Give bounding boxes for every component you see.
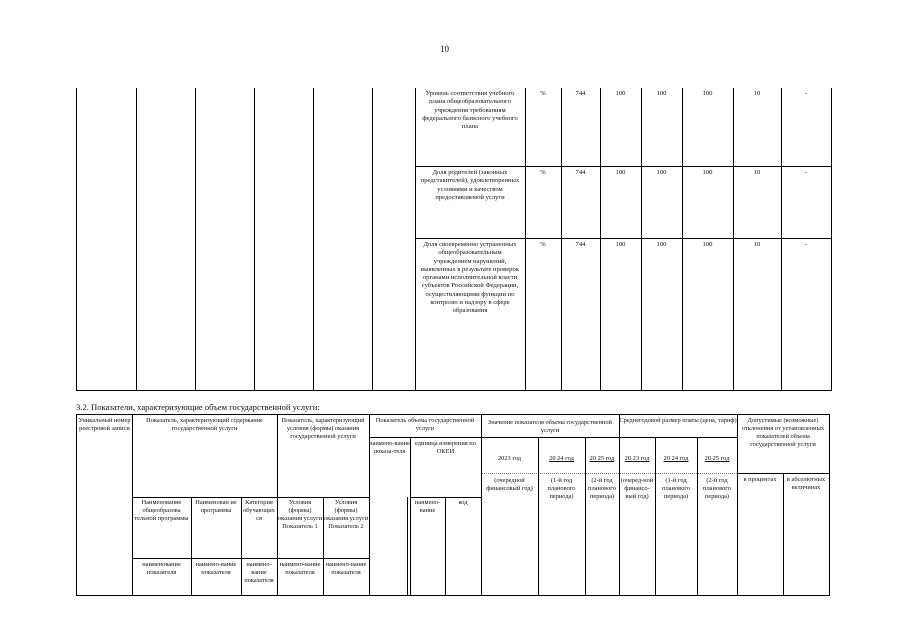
- volume-indicators-table: [76, 414, 830, 596]
- okei-code: 744: [575, 241, 586, 248]
- deviation-absolute: -: [804, 241, 808, 248]
- sub-edu-program: Наименование общеобразова тельной программы: [134, 499, 189, 522]
- year-2024: 20 24 год: [549, 455, 574, 462]
- col-allowed-deviation: Допустимые (возможные) отклонения от установленных показателей объема государственной услуги: [741, 417, 825, 448]
- fee-year-2024: 20 24 год: [663, 455, 689, 462]
- sub-program-name: Наименован ие программы: [195, 499, 237, 514]
- deviation-percent: 10: [753, 241, 761, 248]
- col-unit-name: наимено-вание: [414, 499, 441, 514]
- value-2024: 100: [656, 241, 667, 248]
- col-average-fee: Среднегодовой размер платы (цена, тариф): [619, 417, 737, 424]
- col-volume-value: Значение показателя объема государственной услуги: [488, 419, 612, 434]
- value-2024: 100: [656, 90, 667, 97]
- name-label: наимено-вание показателя: [279, 561, 321, 576]
- unit-name: %: [540, 241, 546, 248]
- indicator-name: Уровень соответствия учебного плана общеобразовательного учреждения требованиям федерального базисного учебного плана: [422, 90, 518, 131]
- fee-year-2025: 20 25 год: [704, 455, 730, 462]
- deviation-percent: 10: [753, 90, 761, 97]
- indicator-name: Доля своевременно устраненных общеобразовательным учреждением нарушений, выявленных в результате проверок органами исполнительной власти субъектов Российской Федерации, осуществляющими функции по контролю и надзору в сфере образования: [421, 241, 519, 315]
- col-service-content: Показатель, характеризующий содержание государственной услуги: [146, 417, 263, 432]
- indicator-name: Доля родителей (законных представителей), удовлетворенных условиями и качеством предоставляемой услуги: [420, 169, 520, 201]
- okei-code: 744: [575, 169, 586, 176]
- sub-condition-2: Условия (формы) оказания услуги Показатель 2: [323, 499, 369, 530]
- year-2023: 2023 год: [497, 455, 522, 462]
- col-volume-indicator: Показатель объема государственной услуги: [375, 417, 475, 432]
- fee-period-first: (1-й год планового периода): [662, 477, 690, 500]
- name-label: наимено-вание показателя: [244, 561, 274, 584]
- quality-indicators-table: [76, 88, 832, 391]
- value-2025: 100: [702, 241, 713, 248]
- col-volume-name: наимено-вание показа-теля: [369, 440, 410, 455]
- value-2024: 100: [656, 169, 667, 176]
- page-number: 10: [440, 44, 449, 54]
- okei-code: 744: [575, 90, 586, 97]
- section-title: 3.2. Показатели, характеризующие объем государственной услуги:: [76, 402, 320, 412]
- unit-name: %: [540, 169, 546, 176]
- fee-year-2023: 20 23 год: [624, 455, 650, 462]
- sub-condition-1: Условия (формы) оказания услуги Показатель 1: [277, 499, 323, 530]
- period-current: (очередной финансовый год): [486, 477, 533, 492]
- col-volume-unit: единица измерения по ОКЕИ: [415, 440, 476, 455]
- deviation-absolute-header: в абсолютных величинах: [786, 476, 826, 491]
- sub-student-category: Категория обучающих ся: [243, 499, 275, 522]
- period-first: (1-й год планового периода): [547, 477, 576, 500]
- value-2023: 100: [615, 90, 626, 97]
- name-label: наимено-вание показателя: [195, 561, 237, 576]
- name-label: наименование показателя: [142, 561, 181, 576]
- value-2023: 100: [615, 241, 626, 248]
- value-2025: 100: [702, 169, 713, 176]
- value-2023: 100: [615, 169, 626, 176]
- col-unit-code: код: [458, 499, 468, 506]
- col-registry-number: Уникальный номер реестровой записи: [78, 417, 131, 432]
- deviation-percent-header: в процентах: [743, 476, 777, 483]
- period-second: (2-й год планового периода): [588, 477, 616, 500]
- deviation-percent: 10: [753, 169, 761, 176]
- col-service-conditions: Показатель, характеризующий условия (формы) оказания государственной услуги: [281, 417, 365, 440]
- unit-name: %: [540, 90, 546, 97]
- deviation-absolute: -: [804, 90, 808, 97]
- name-label: наимено-вание показателя: [325, 561, 367, 576]
- year-2025: 20 25 год: [589, 455, 615, 462]
- value-2025: 100: [702, 90, 713, 97]
- deviation-absolute: -: [804, 169, 808, 176]
- fee-period-second: (2-й год планового периода): [703, 477, 731, 500]
- fee-period-current: (очеред-ной финансо-вый год): [620, 477, 654, 500]
